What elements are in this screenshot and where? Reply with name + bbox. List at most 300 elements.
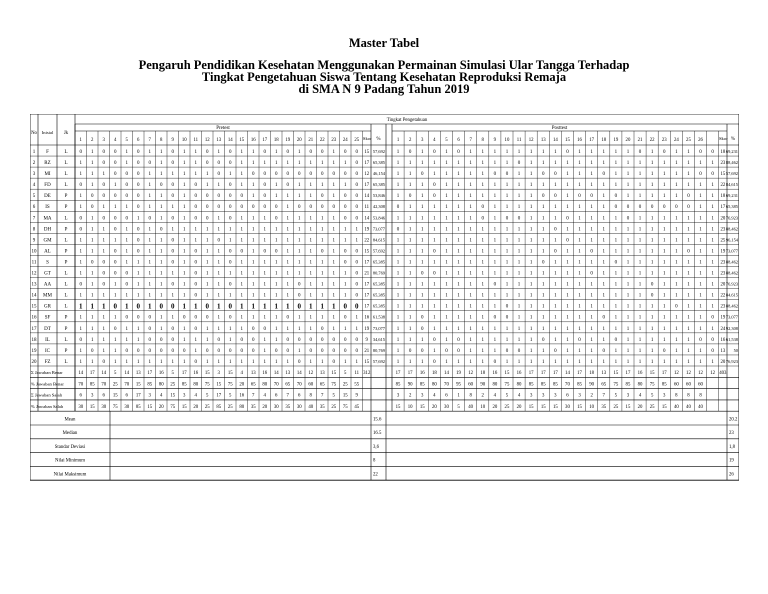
summary-post-value: 60 xyxy=(698,382,703,388)
posttest-answer-cell: 1 xyxy=(566,161,569,167)
pretest-answer-cell: 0 xyxy=(171,238,174,244)
pretest-answer-cell: 1 xyxy=(309,315,312,321)
pretest-answer-cell: 1 xyxy=(332,183,335,189)
posttest-answer-cell: 1 xyxy=(675,161,678,167)
summary-pre-value: 15 xyxy=(181,405,187,411)
pretest-answer-cell: 1 xyxy=(252,315,255,321)
posttest-answer-cell: 1 xyxy=(626,172,630,178)
pretest-answer-cell: 1 xyxy=(91,216,94,222)
posttest-answer-cell: 1 xyxy=(578,293,581,299)
posttest-answer-cell: 1 xyxy=(457,271,460,277)
pre-item-number: 25 xyxy=(354,138,360,143)
pretest-answer-cell: 1 xyxy=(79,348,82,354)
col-jk-header: Jk xyxy=(63,131,69,136)
pretest-answer-cell: 1 xyxy=(332,271,335,277)
posttest-answer-cell: 0 xyxy=(566,238,569,244)
posttest-answer-cell: 1 xyxy=(626,326,630,332)
summary-post-value: 5 xyxy=(650,393,654,399)
posttest-answer-cell: 0 xyxy=(542,194,545,200)
posttest-answer-cell: 1 xyxy=(529,282,533,288)
pretest-answer-cell: 1 xyxy=(321,183,324,189)
pretest-answer-cell: 1 xyxy=(102,205,105,211)
summary-post-value: 16 xyxy=(492,371,498,377)
pre-item-number: 2 xyxy=(91,138,94,143)
pretest-answer-cell: 1 xyxy=(183,149,186,155)
posttest-percent: 88,462 xyxy=(725,259,738,265)
posttest-answer-cell: 1 xyxy=(529,149,533,155)
posttest-answer-cell: 1 xyxy=(566,183,569,189)
posttest-answer-cell: 1 xyxy=(421,260,424,266)
posttest-answer-cell: 1 xyxy=(396,194,400,200)
posttest-answer-cell: 1 xyxy=(578,315,581,321)
pretest-answer-cell: 0 xyxy=(309,149,312,155)
pretest-answer-cell: 1 xyxy=(125,249,128,255)
stat-pre-value: 15.6 xyxy=(373,417,382,423)
posttest-answer-cell: 1 xyxy=(687,271,690,277)
posttest-answer-cell: 1 xyxy=(481,149,484,155)
stat-label: Nilai Minimum xyxy=(55,458,85,464)
pretest-answer-cell: 0 xyxy=(309,337,312,343)
posttest-answer-cell: 1 xyxy=(663,304,666,310)
pretest-answer-cell: 0 xyxy=(171,194,174,200)
pretest-answer-cell: 0 xyxy=(275,172,278,178)
posttest-answer-cell: 1 xyxy=(675,315,678,321)
posttest-answer-cell: 0 xyxy=(457,149,460,155)
posttest-answer-cell: 1 xyxy=(675,172,678,178)
posttest-score: 22 xyxy=(720,183,726,189)
pretest-percent: 61,538 xyxy=(372,314,385,320)
pretest-answer-cell: 1 xyxy=(79,302,83,311)
pretest-answer-cell: 1 xyxy=(298,271,301,277)
posttest-answer-cell: 1 xyxy=(638,271,642,277)
pretest-answer-cell: 0 xyxy=(263,249,266,255)
posttest-answer-cell: 1 xyxy=(396,249,400,255)
posttest-answer-cell: 1 xyxy=(505,271,509,277)
posttest-answer-cell: 1 xyxy=(433,315,436,321)
pretest-answer-cell: 1 xyxy=(217,183,220,189)
posttest-score: 17 xyxy=(720,205,726,211)
posttest-answer-cell: 1 xyxy=(421,359,424,365)
posttest-answer-cell: 0 xyxy=(650,293,654,299)
pretest-answer-cell: 0 xyxy=(102,260,105,266)
row-gender: L xyxy=(64,304,68,310)
pretest-answer-cell: 0 xyxy=(125,271,128,277)
summary-post-value: 17 xyxy=(661,371,667,377)
posttest-answer-cell: 1 xyxy=(578,260,581,266)
summary-post-value: 15 xyxy=(504,371,510,377)
posttest-answer-cell: 1 xyxy=(675,216,678,222)
posttest-answer-cell: 1 xyxy=(408,271,412,277)
posttest-answer-cell: 1 xyxy=(699,260,702,266)
row-initial: RZ xyxy=(44,161,51,167)
posttest-answer-cell: 1 xyxy=(396,304,400,310)
posttest-answer-cell: 1 xyxy=(529,172,533,178)
pretest-answer-cell: 1 xyxy=(91,183,94,189)
pretest-answer-cell: 1 xyxy=(286,161,289,167)
pretest-answer-cell: 1 xyxy=(309,271,312,277)
summary-pre-value: 65 xyxy=(319,382,325,388)
posttest-answer-cell: 1 xyxy=(711,161,714,167)
posttest-answer-cell: 1 xyxy=(554,149,557,155)
pretest-answer-cell: 1 xyxy=(275,326,278,332)
posttest-answer-cell: 1 xyxy=(517,249,521,255)
pretest-answer-cell: 1 xyxy=(125,260,128,266)
posttest-answer-cell: 1 xyxy=(421,194,424,200)
pretest-answer-cell: 0 xyxy=(171,149,174,155)
pretest-answer-cell: 1 xyxy=(102,302,106,311)
pretest-answer-cell: 0 xyxy=(321,326,324,332)
pretest-answer-cell: 0 xyxy=(332,337,335,343)
summary-post-value: 2 xyxy=(481,393,484,399)
pretest-answer-cell: 0 xyxy=(355,216,358,222)
pretest-answer-cell: 1 xyxy=(206,172,209,178)
pretest-answer-cell: 0 xyxy=(114,194,117,200)
pretest-answer-cell: 1 xyxy=(251,302,255,311)
pretest-answer-cell: 0 xyxy=(102,282,105,288)
posttest-answer-cell: 1 xyxy=(602,149,605,155)
summary-pre-value: 70 xyxy=(101,382,107,388)
posttest-percent: 76,923 xyxy=(725,215,738,221)
summary-pre-value: 85 xyxy=(181,382,187,388)
summary-pre-value: 17 xyxy=(216,393,222,399)
pretest-answer-cell: 0 xyxy=(102,183,105,189)
pretest-answer-cell: 1 xyxy=(79,238,82,244)
summary-post-value: 14 xyxy=(565,371,570,377)
posttest-answer-cell: 1 xyxy=(578,238,581,244)
pretest-answer-cell: 0 xyxy=(321,172,324,178)
posttest-answer-cell: 1 xyxy=(675,183,678,189)
row-initial: DE xyxy=(44,194,51,200)
pretest-answer-cell: 1 xyxy=(79,249,82,255)
pretest-answer-cell: 1 xyxy=(332,161,335,167)
posttest-answer-cell: 1 xyxy=(590,293,593,299)
posttest-answer-cell: 1 xyxy=(481,161,484,167)
pretest-answer-cell: 1 xyxy=(229,337,232,343)
pretest-answer-cell: 0 xyxy=(355,149,358,155)
posttest-answer-cell: 1 xyxy=(517,315,521,321)
pretest-answer-cell: 1 xyxy=(171,172,174,178)
post-item-number: 10 xyxy=(504,138,510,143)
posttest-answer-cell: 1 xyxy=(578,183,581,189)
posttest-answer-cell: 1 xyxy=(614,271,618,277)
posttest-answer-cell: 1 xyxy=(602,282,605,288)
pretest-answer-cell: 0 xyxy=(298,205,301,211)
pretest-answer-cell: 1 xyxy=(252,359,255,365)
pretest-answer-cell: 1 xyxy=(171,205,174,211)
pretest-answer-cell: 1 xyxy=(309,194,312,200)
pretest-answer-cell: 0 xyxy=(125,315,128,321)
posttest-answer-cell: 1 xyxy=(711,249,714,255)
pretest-answer-cell: 0 xyxy=(102,216,105,222)
posttest-answer-cell: 0 xyxy=(650,282,654,288)
summary-pre-value: 75 xyxy=(227,382,233,388)
pretest-answer-cell: 1 xyxy=(91,293,94,299)
row-initial: GM xyxy=(43,238,52,244)
pretest-answer-cell: 1 xyxy=(332,227,335,233)
pretest-answer-cell: 1 xyxy=(229,359,232,365)
pretest-answer-cell: 1 xyxy=(275,293,278,299)
pretest-answer-cell: 1 xyxy=(275,149,278,155)
posttest-answer-cell: 1 xyxy=(554,304,557,310)
posttest-answer-cell: 1 xyxy=(650,238,654,244)
pretest-percent: 53,846 xyxy=(372,215,385,221)
pretest-answer-cell: 1 xyxy=(148,249,151,255)
summary-pre-value: 15 xyxy=(216,382,222,388)
pretest-score: 17 xyxy=(364,293,370,299)
pretest-answer-cell: 1 xyxy=(274,302,278,311)
pretest-answer-cell: 1 xyxy=(240,315,243,321)
post-item-number: 24 xyxy=(673,138,679,143)
posttest-answer-cell: 1 xyxy=(638,194,642,200)
posttest-answer-cell: 1 xyxy=(675,293,678,299)
pretest-answer-cell: 1 xyxy=(183,227,186,233)
posttest-answer-cell: 1 xyxy=(396,359,400,365)
posttest-answer-cell: 1 xyxy=(663,326,666,332)
pretest-answer-cell: 0 xyxy=(229,183,232,189)
pre-item-number: 12 xyxy=(204,138,210,143)
posttest-answer-cell: 1 xyxy=(602,216,605,222)
pretest-answer-cell: 1 xyxy=(286,260,289,266)
pretest-answer-cell: 1 xyxy=(91,337,94,343)
posttest-answer-cell: 1 xyxy=(542,282,545,288)
posttest-answer-cell: 1 xyxy=(566,194,569,200)
posttest-answer-cell: 1 xyxy=(469,271,472,277)
master-table-grid xyxy=(30,114,739,549)
posttest-answer-cell: 1 xyxy=(421,149,424,155)
posttest-answer-cell: 1 xyxy=(469,227,472,233)
posttest-score: 13 xyxy=(720,348,726,354)
pretest-answer-cell: 1 xyxy=(114,348,117,354)
posttest-answer-cell: 1 xyxy=(481,337,484,343)
post-item-number: 25 xyxy=(686,138,691,143)
pretest-answer-cell: 1 xyxy=(298,315,301,321)
posttest-answer-cell: 1 xyxy=(638,183,642,189)
summary-pre-value: 7 xyxy=(252,393,255,399)
posttest-answer-cell: 1 xyxy=(469,205,472,211)
posttest-answer-cell: 1 xyxy=(663,227,666,233)
posttest-percent: 69,231 xyxy=(725,148,738,154)
summary-pre-value: 45 xyxy=(354,405,360,411)
posttest-answer-cell: 1 xyxy=(396,161,400,167)
summary-post-value: 17 xyxy=(625,371,631,377)
pretest-answer-cell: 1 xyxy=(332,216,335,222)
row-number: 6 xyxy=(32,205,36,211)
stat-post-value: 1,8 xyxy=(729,444,735,450)
posttest-score: 18 xyxy=(720,149,726,155)
posttest-answer-cell: 1 xyxy=(578,359,581,365)
posttest-answer-cell: 1 xyxy=(433,227,436,233)
pretest-answer-cell: 1 xyxy=(148,183,151,189)
posttest-answer-cell: 1 xyxy=(687,293,690,299)
posttest-answer-cell: 1 xyxy=(602,337,605,343)
posttest-answer-cell: 1 xyxy=(481,282,484,288)
pretest-answer-cell: 1 xyxy=(125,238,128,244)
pretest-answer-cell: 0 xyxy=(263,149,266,155)
post-item-number: 17 xyxy=(589,138,595,143)
summary-pre-value: 5 xyxy=(344,371,347,377)
posttest-answer-cell: 0 xyxy=(505,172,509,178)
pretest-answer-cell: 1 xyxy=(102,238,105,244)
summary-post-value: 16 xyxy=(516,371,522,377)
pretest-answer-cell: 0 xyxy=(91,348,94,354)
pretest-answer-cell: 0 xyxy=(263,326,266,332)
pretest-answer-cell: 1 xyxy=(309,359,312,365)
summary-post-value: 19 xyxy=(456,371,461,377)
summary-pre-value: 5 xyxy=(114,371,117,377)
summary-pre-total: 312 xyxy=(363,371,371,377)
pretest-answer-cell: 1 xyxy=(217,315,220,321)
pretest-answer-cell: 0 xyxy=(194,194,197,200)
posttest-answer-cell: 0 xyxy=(675,205,678,211)
summary-pre-value: 5 xyxy=(229,393,232,399)
pretest-answer-cell: 1 xyxy=(137,293,140,299)
pretest-score: 17 xyxy=(364,260,370,266)
posttest-answer-cell: 1 xyxy=(675,149,678,155)
posttest-answer-cell: 1 xyxy=(542,304,545,310)
pretest-answer-cell: 1 xyxy=(91,315,94,321)
posttest-answer-cell: 1 xyxy=(421,293,424,299)
posttest-answer-cell: 1 xyxy=(554,183,557,189)
posttest-answer-cell: 1 xyxy=(396,315,400,321)
posttest-answer-cell: 1 xyxy=(638,161,642,167)
summary-pre-value: 35 xyxy=(250,405,256,411)
posttest-answer-cell: 1 xyxy=(445,282,448,288)
pretest-answer-cell: 1 xyxy=(344,326,347,332)
pretest-answer-cell: 0 xyxy=(160,227,163,233)
pre-item-number: 4 xyxy=(114,138,117,143)
posttest-answer-cell: 0 xyxy=(445,348,448,354)
summary-post-value: 30 xyxy=(444,405,449,411)
post-item-number: 6 xyxy=(457,138,460,143)
pretest-answer-cell: 1 xyxy=(275,359,278,365)
row-gender: P xyxy=(64,194,68,200)
posttest-answer-cell: 1 xyxy=(529,216,533,222)
row-initial: GT xyxy=(44,271,51,277)
posttest-answer-cell: 1 xyxy=(638,172,642,178)
summary-post-value: 20 xyxy=(637,405,643,411)
posttest-answer-cell: 1 xyxy=(614,161,618,167)
posttest-answer-cell: 1 xyxy=(675,326,678,332)
pretest-answer-cell: 0 xyxy=(309,172,312,178)
posttest-answer-cell: 1 xyxy=(469,348,472,354)
posttest-answer-cell: 1 xyxy=(396,172,400,178)
posttest-answer-cell: 1 xyxy=(542,149,545,155)
posttest-answer-cell: 0 xyxy=(493,172,497,178)
posttest-answer-cell: 1 xyxy=(408,337,412,343)
posttest-answer-cell: 1 xyxy=(408,260,412,266)
posttest-answer-cell: 0 xyxy=(566,149,569,155)
summary-post-value: 12 xyxy=(686,371,691,377)
summary-pre-value: 80 xyxy=(262,382,268,388)
pretest-answer-cell: 0 xyxy=(275,249,278,255)
pre-item-number: 17 xyxy=(262,138,268,143)
summary-pre-value: 14 xyxy=(124,371,130,377)
summary-post-value: 85 xyxy=(528,382,534,388)
pretest-answer-cell: 1 xyxy=(125,293,128,299)
posttest-answer-cell: 1 xyxy=(505,161,509,167)
row-gender: L xyxy=(64,172,68,178)
posttest-answer-cell: 0 xyxy=(433,194,436,200)
pretest-answer-cell: 0 xyxy=(229,216,232,222)
posttest-answer-cell: 0 xyxy=(517,161,521,167)
posttest-answer-cell: 1 xyxy=(493,238,497,244)
pretest-answer-cell: 0 xyxy=(355,161,358,167)
pretest-answer-cell: 1 xyxy=(183,216,186,222)
posttest-answer-cell: 1 xyxy=(626,315,630,321)
pretest-answer-cell: 0 xyxy=(194,205,197,211)
pretest-answer-cell: 0 xyxy=(114,216,117,222)
pre-skor-header: Skor xyxy=(362,136,372,141)
pretest-answer-cell: 1 xyxy=(321,271,324,277)
pretest-answer-cell: 1 xyxy=(240,216,243,222)
posttest-answer-cell: 1 xyxy=(457,249,460,255)
posttest-answer-cell: 1 xyxy=(699,271,702,277)
pretest-answer-cell: 0 xyxy=(355,205,358,211)
posttest-answer-cell: 1 xyxy=(566,249,569,255)
pre-item-number: 22 xyxy=(319,138,325,143)
pre-item-number: 18 xyxy=(273,138,279,143)
pretest-answer-cell: 0 xyxy=(217,337,220,343)
stat-pre-value: 22 xyxy=(373,472,378,478)
pretest-answer-cell: 0 xyxy=(137,194,140,200)
summary-post-value: 15 xyxy=(552,405,558,411)
summary-post-value: 25 xyxy=(613,405,619,411)
posttest-score: 22 xyxy=(720,293,726,299)
pretest-answer-cell: 1 xyxy=(286,205,289,211)
summary-pre-value: 20 xyxy=(193,405,199,411)
summary-pre-value: 14 xyxy=(273,371,279,377)
summary-pre-value: 70 xyxy=(124,382,130,388)
posttest-answer-cell: 1 xyxy=(590,326,593,332)
pretest-answer-cell: 1 xyxy=(275,337,278,343)
posttest-answer-cell: 1 xyxy=(505,227,509,233)
posttest-answer-cell: 0 xyxy=(663,348,666,354)
pretest-answer-cell: 1 xyxy=(298,260,301,266)
posttest-answer-cell: 1 xyxy=(590,205,593,211)
posttest-answer-cell: 1 xyxy=(566,205,569,211)
summary-pre-value: 6 xyxy=(102,393,105,399)
pretest-answer-cell: 0 xyxy=(160,348,163,354)
post-item-number: 8 xyxy=(481,138,484,143)
posttest-answer-cell: 1 xyxy=(566,260,569,266)
post-item-number: 15 xyxy=(565,138,570,143)
posttest-answer-cell: 1 xyxy=(445,326,448,332)
posttest-answer-cell: 1 xyxy=(590,183,593,189)
post-item-number: 11 xyxy=(516,138,522,143)
posttest-answer-cell: 1 xyxy=(529,348,533,354)
row-gender: L xyxy=(64,293,68,299)
pre-item-number: 24 xyxy=(342,138,348,143)
posttest-answer-cell: 1 xyxy=(505,326,509,332)
summary-pre-value: 60 xyxy=(308,382,314,388)
pretest-answer-cell: 1 xyxy=(114,315,117,321)
pretest-answer-cell: 1 xyxy=(309,249,312,255)
summary-pre-value: 70 xyxy=(273,382,279,388)
summary-pre-value: 17 xyxy=(181,371,187,377)
posttest-answer-cell: 1 xyxy=(517,183,521,189)
pretest-answer-cell: 0 xyxy=(332,172,335,178)
pretest-answer-cell: 1 xyxy=(206,227,209,233)
pretest-answer-cell: 1 xyxy=(252,238,255,244)
pretest-answer-cell: 1 xyxy=(217,227,220,233)
pretest-answer-cell: 0 xyxy=(194,315,197,321)
pretest-answer-cell: 1 xyxy=(160,282,163,288)
pretest-answer-cell: 1 xyxy=(321,260,324,266)
pretest-answer-cell: 1 xyxy=(240,293,243,299)
pretest-answer-cell: 1 xyxy=(79,161,82,167)
pretest-answer-cell: 1 xyxy=(194,172,197,178)
posttest-answer-cell: 1 xyxy=(638,227,642,233)
